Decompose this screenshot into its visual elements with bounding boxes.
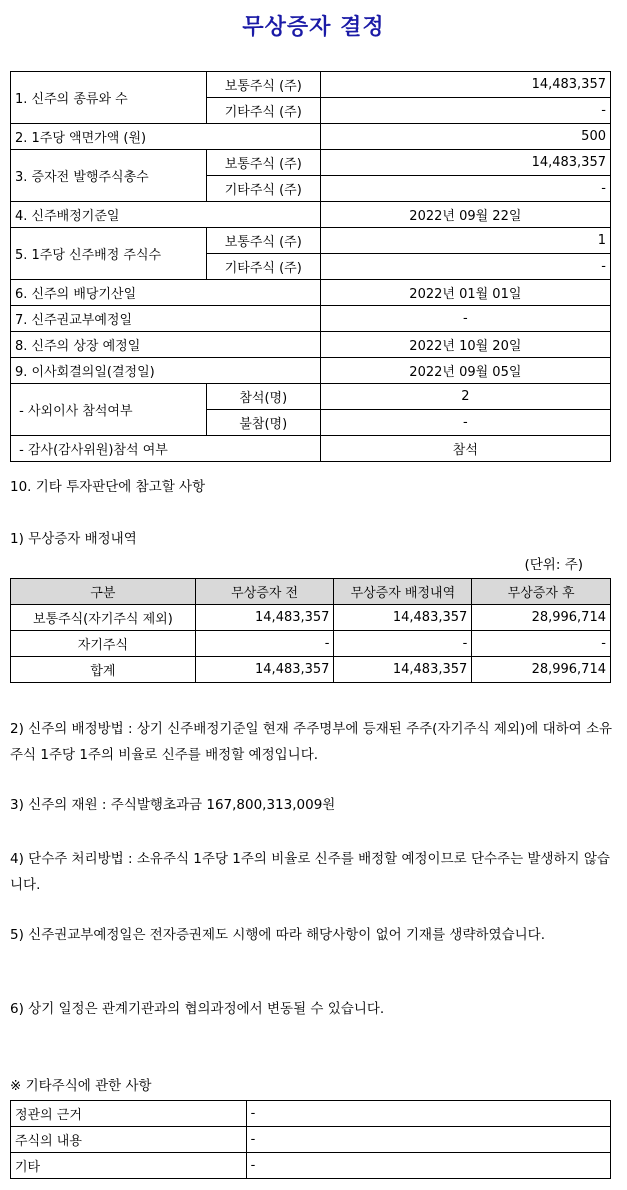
row-label: 기타 bbox=[11, 1153, 247, 1179]
common-stock-label: 보통주식 (주) bbox=[206, 150, 320, 176]
allocation-common-value: 1 bbox=[320, 228, 610, 254]
listing-date-label: 8. 신주의 상장 예정일 bbox=[11, 332, 321, 358]
row-category: 자기주식 bbox=[11, 631, 196, 657]
dividend-start-value: 2022년 01월 01일 bbox=[320, 280, 610, 306]
auditor-attendance-label: - 감사(감사위원)참석 여부 bbox=[11, 436, 321, 462]
fractional-share-text: 4) 단수주 처리방법 : 소유주식 1주당 1주의 비율로 신주를 배정할 예정이므로 단수주는 발생하지 않습니다. bbox=[10, 851, 610, 893]
absent-value: - bbox=[320, 410, 610, 436]
table-row bbox=[11, 605, 611, 631]
allocation-ratio-label: 5. 1주당 신주배정 주식수 bbox=[11, 228, 207, 280]
row-allocated: 14,483,357 bbox=[334, 605, 472, 631]
allocation-other-value: - bbox=[320, 254, 610, 280]
unit-note: (단위: 주) bbox=[524, 557, 583, 573]
page-title: 무상증자 결정 bbox=[242, 15, 385, 40]
other-stock-label: 기타주식 (주) bbox=[206, 254, 320, 280]
row-allocated: - bbox=[334, 631, 472, 657]
board-resolution-label: 9. 이사회결의일(결정일) bbox=[11, 358, 321, 384]
other-stock-table bbox=[10, 1100, 611, 1179]
before-common-shares-value: 14,483,357 bbox=[320, 150, 610, 176]
header-category: 구분 bbox=[11, 579, 196, 605]
other-stock-heading: ※ 기타주식에 관한 사항 bbox=[10, 1078, 152, 1094]
before-other-shares-value: - bbox=[320, 176, 610, 202]
new-shares-label: 1. 신주의 종류와 수 bbox=[11, 72, 207, 124]
certificate-date-label: 7. 신주권교부예정일 bbox=[11, 306, 321, 332]
header-allocated: 무상증자 배정내역 bbox=[334, 579, 472, 605]
row-label: 주식의 내용 bbox=[11, 1127, 247, 1153]
row-after: - bbox=[472, 631, 611, 657]
table-row bbox=[11, 1153, 611, 1179]
new-other-shares-value: - bbox=[320, 98, 610, 124]
attended-label: 참석(명) bbox=[206, 384, 320, 410]
row-allocated: 14,483,357 bbox=[334, 657, 472, 683]
board-resolution-value: 2022년 09월 05일 bbox=[320, 358, 610, 384]
row-after: 28,996,714 bbox=[472, 657, 611, 683]
listing-date-value: 2022년 10월 20일 bbox=[320, 332, 610, 358]
other-stock-label: 기타주식 (주) bbox=[206, 98, 320, 124]
table-row bbox=[11, 1101, 611, 1127]
row-before: 14,483,357 bbox=[195, 605, 334, 631]
record-date-label: 4. 신주배정기준일 bbox=[11, 202, 321, 228]
absent-label: 불참(명) bbox=[206, 410, 320, 436]
schedule-change-text: 6) 상기 일정은 관계기관과의 협의과정에서 변동될 수 있습니다. bbox=[10, 1001, 385, 1017]
record-date-value: 2022년 09월 22일 bbox=[320, 202, 610, 228]
row-value: - bbox=[246, 1153, 610, 1179]
row-category: 합계 bbox=[11, 657, 196, 683]
row-category: 보통주식(자기주식 제외) bbox=[11, 605, 196, 631]
new-common-shares-value: 14,483,357 bbox=[320, 72, 610, 98]
row-value: - bbox=[246, 1127, 610, 1153]
allocation-subtitle: 1) 무상증자 배정내역 bbox=[10, 531, 137, 547]
auditor-attendance-value: 참석 bbox=[320, 436, 610, 462]
capital-increase-table bbox=[10, 71, 611, 462]
header-after: 무상증자 후 bbox=[472, 579, 611, 605]
certificate-note-text: 5) 신주권교부예정일은 전자증권제도 시행에 따라 해당사항이 없어 기재를 생략하였습니다. bbox=[10, 927, 545, 943]
table-row bbox=[11, 631, 611, 657]
table-row bbox=[11, 1127, 611, 1153]
section-10-heading: 10. 기타 투자판단에 참고할 사항 bbox=[10, 479, 206, 495]
common-stock-label: 보통주식 (주) bbox=[206, 72, 320, 98]
row-after: 28,996,714 bbox=[472, 605, 611, 631]
par-value-label: 2. 1주당 액면가액 (원) bbox=[11, 124, 321, 150]
allocation-method-text: 2) 신주의 배정방법 : 상기 신주배정기준일 현재 주주명부에 등재된 주주(자기주식 제외)에 대하여 소유주식 1주당 1주의 비율로 신주를 배정할 예정입니다. bbox=[10, 721, 613, 763]
row-before: - bbox=[195, 631, 334, 657]
row-value: - bbox=[246, 1101, 610, 1127]
certificate-date-value: - bbox=[320, 306, 610, 332]
table-row bbox=[11, 657, 611, 683]
other-stock-label: 기타주식 (주) bbox=[206, 176, 320, 202]
funding-source-text: 3) 신주의 재원 : 주식발행초과금 167,800,313,009원 bbox=[10, 797, 336, 813]
outside-director-label: - 사외이사 참석여부 bbox=[11, 384, 207, 436]
dividend-start-label: 6. 신주의 배당기산일 bbox=[11, 280, 321, 306]
row-label: 정관의 근거 bbox=[11, 1101, 247, 1127]
row-before: 14,483,357 bbox=[195, 657, 334, 683]
attended-value: 2 bbox=[320, 384, 610, 410]
allocation-table bbox=[10, 578, 611, 683]
header-before: 무상증자 전 bbox=[195, 579, 334, 605]
common-stock-label: 보통주식 (주) bbox=[206, 228, 320, 254]
par-value-value: 500 bbox=[320, 124, 610, 150]
shares-before-label: 3. 증자전 발행주식총수 bbox=[11, 150, 207, 202]
